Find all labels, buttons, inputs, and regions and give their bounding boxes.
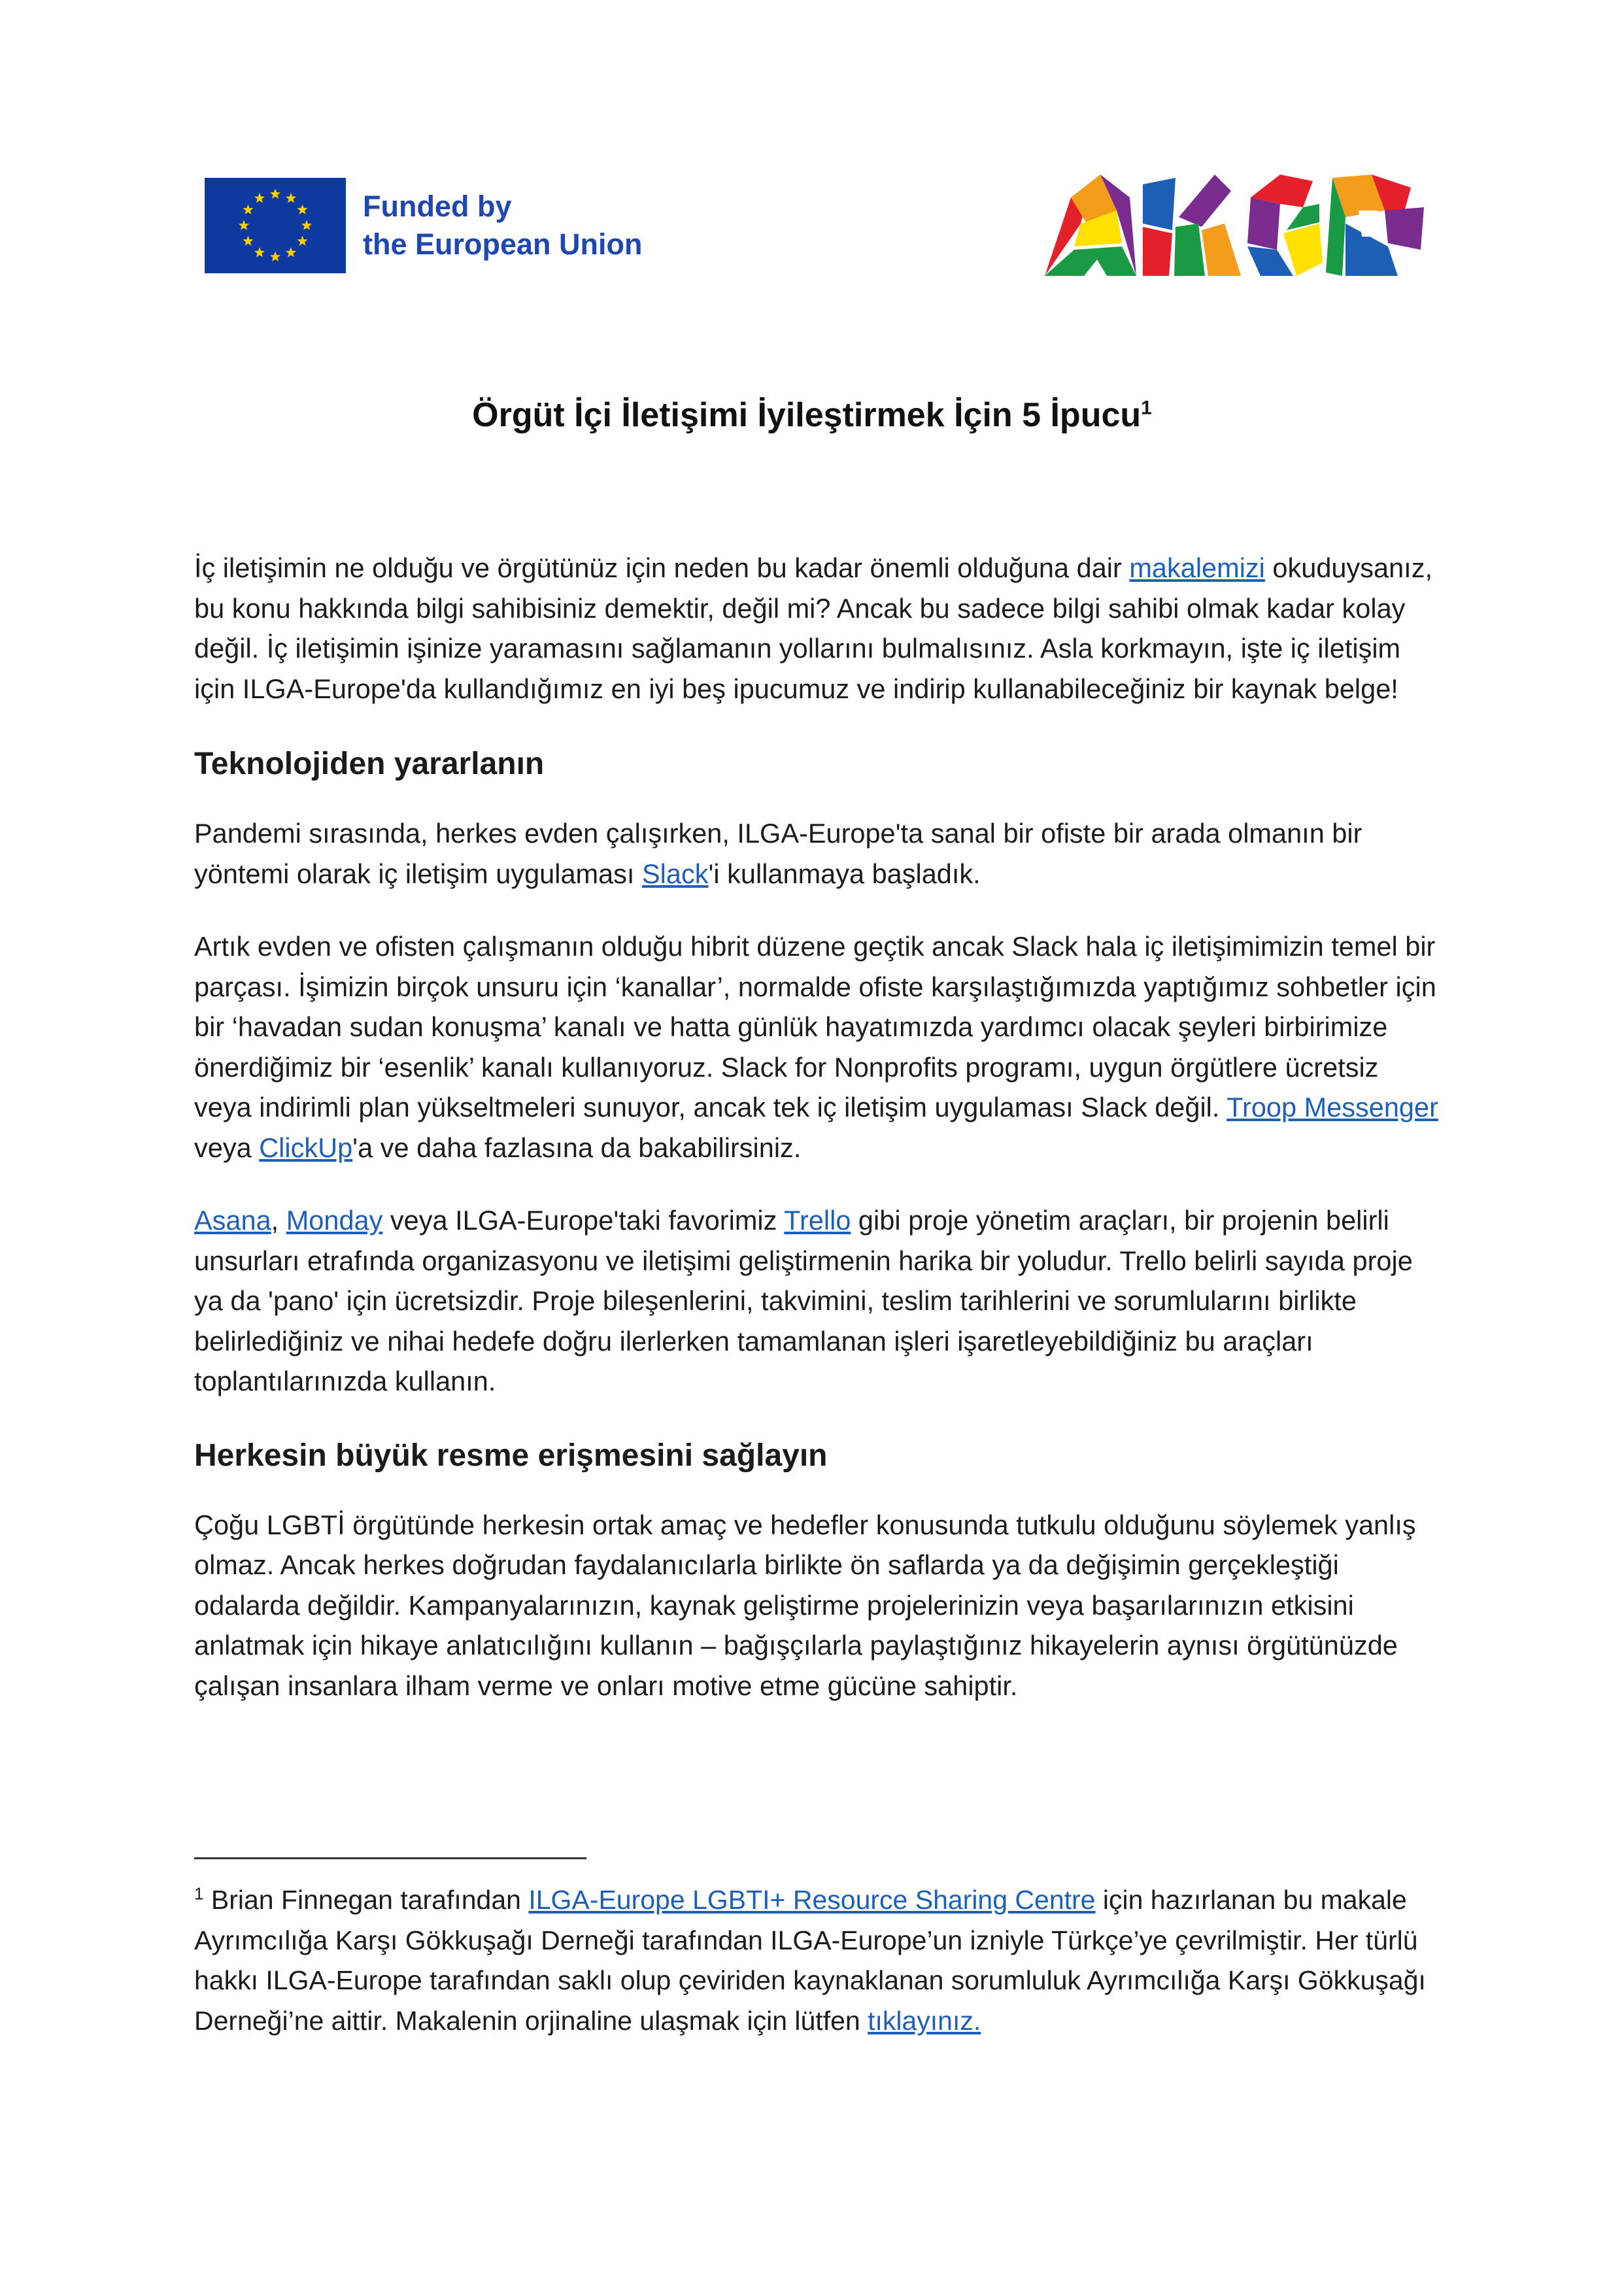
makalemizi-link[interactable]: makalemizi: [1129, 552, 1265, 583]
slack-link[interactable]: Slack: [642, 858, 709, 889]
eu-funding-text: [363, 188, 643, 263]
technology-paragraph-1: [194, 813, 1438, 894]
footnote: [194, 1880, 1438, 2041]
tech-p3-text-mid: veya ILGA-Europe'taki favorimiz: [382, 1205, 785, 1236]
tech-p2-text-1: Artık evden ve ofisten çalışmanın olduğu hibrit düzene geçtik ancak Slack hala iç iletişimimizin temel bir parçası. İşimizin birçok unsuru için ‘kanallar’, normalde ofiste karşılaştığımızda yaptığımız sohbetler için bir ‘havadan sudan konuşma’ kanalı ve hatta günlük hayatımızda yardımcı olacak şeyleri birbirimize önerdiğimiz bir ‘esenlik’ kanalı kullanıyoruz. Slack for Nonprofits programı, uygun örgütlere ücretsiz veya indirimli plan yükseltmeleri sunuyor, ancak tek iç iletişim uygulaması Slack değil.: [194, 931, 1436, 1122]
tech-p2-text-2: 'a ve daha fazlasına da bakabilirsiniz.: [352, 1132, 802, 1163]
footnote-text-2: için hazırlanan bu makale Ayrımcılığa Karşı Gökkuşağı Derneği tarafından ILGA-Europe’un izniyle Türkçe’ye çevrilmiştir. Her türlü hakkı ILGA-Europe tarafından saklı olup çeviriden kaynaklanan sorumluluk Ayrımcılığa Karşı Gökkuşağı Derneği’ne aittir. Makalenin orjinaline ulaşmak için lütfen: [194, 1885, 1426, 2036]
section-heading-technology: Teknolojiden yararlanın: [194, 747, 545, 781]
resource-centre-link[interactable]: ILGA-Europe LGBTI+ Resource Sharing Centre: [528, 1885, 1096, 1915]
title-footnote-mark: 1: [1141, 397, 1152, 419]
big-picture-paragraph: Çoğu LGBTİ örgütünde herkesin ortak amaç ve hedefler konusunda tutkulu olduğunu söylemek yanlış olmaz. Ancak herkes doğrudan faydalanıcılarla birlikte ön saflarda ya da değişimin gerçekleştiği odalarda değildir. Kampanyalarınızın, kaynak geliştirme projelerinizin veya başarılarınızın etkisini anlatmak için hikaye anlatıcılığını kullanın – bağışçılarla paylaştığınız hikayelerin aynısı örgütünüzde çalışan insanlara ilham verme ve onları motive etme gücüne sahiptir.: [194, 1509, 1416, 1701]
tech-p1-text-1: Pandemi sırasında, herkes evden çalışırken, ILGA-Europe'ta sanal bir ofiste bir arada olmanın bir yöntemi olarak iç iletişim uygulaması: [194, 818, 1362, 889]
asana-link[interactable]: Asana: [194, 1205, 271, 1236]
technology-paragraph-2: [194, 926, 1438, 1168]
article-body: [194, 548, 1438, 1738]
akgd-logo: [1045, 171, 1437, 280]
tiklayiniz-link[interactable]: tıklayınız.: [868, 2005, 981, 2036]
tech-p3-sep: ,: [271, 1205, 286, 1236]
eu-funding-logo: [205, 177, 675, 275]
intro-paragraph: [194, 548, 1438, 709]
troop-messenger-link[interactable]: Troop Messenger: [1226, 1092, 1438, 1122]
trello-link[interactable]: Trello: [784, 1205, 851, 1236]
intro-text-2: okuduysanız, bu konu hakkında bilgi sahibisiniz demektir, değil mi? Ancak bu sadece bilgi sahibi olmak kadar kolay değil. İç iletişimin işinize yaramasını sağlamanın yollarını bulmalısınız. Asla korkmayın, işte iç iletişim için ILGA-Europe'da kullandığımız en iyi beş ipucumuz ve indirip kullanabileceğiniz bir kaynak belge!: [194, 552, 1432, 704]
tech-p2-text-mid: veya: [194, 1132, 260, 1163]
section-heading-big-picture: Herkesin büyük resme erişmesini sağlayın: [194, 1438, 828, 1473]
eu-flag-icon: [205, 178, 346, 273]
eu-funding-line1: Funded by: [363, 190, 512, 223]
tech-p1-text-2: 'i kullanmaya başladık.: [708, 858, 981, 889]
page-title-text: Örgüt İçi İletişimi İyileştirmek İçin 5 İpucu: [472, 396, 1142, 434]
footnote-divider: [194, 1857, 586, 1859]
footnote-mark: 1: [194, 1883, 204, 1904]
page-title: [196, 392, 1428, 438]
clickup-link[interactable]: ClickUp: [259, 1132, 353, 1163]
tech-p3-text-2: gibi proje yönetim araçları, bir projenin belirli unsurları etrafında organizasyonu ve iletişimi geliştirmenin harika bir yoludur. Trello belirli sayıda proje ya da 'pano' için ücretsizdir. Proje bileşenlerini, takvimini, teslim tarihlerini ve sorumlularını birlikte belirlediğiniz ve nihai hedefe doğru ilerlerken tamamlanan işleri işaretleyebildiğiniz bu araçları toplantılarınızda kullanın.: [194, 1205, 1413, 1396]
footnote-text-1: Brian Finnegan tarafından: [203, 1885, 529, 1915]
technology-paragraph-3: [194, 1200, 1438, 1402]
intro-text-1: İç iletişimin ne olduğu ve örgütünüz için neden bu kadar önemli olduğuna dair: [194, 552, 1130, 583]
monday-link[interactable]: Monday: [286, 1205, 383, 1236]
eu-funding-line2: the European Union: [363, 228, 643, 261]
